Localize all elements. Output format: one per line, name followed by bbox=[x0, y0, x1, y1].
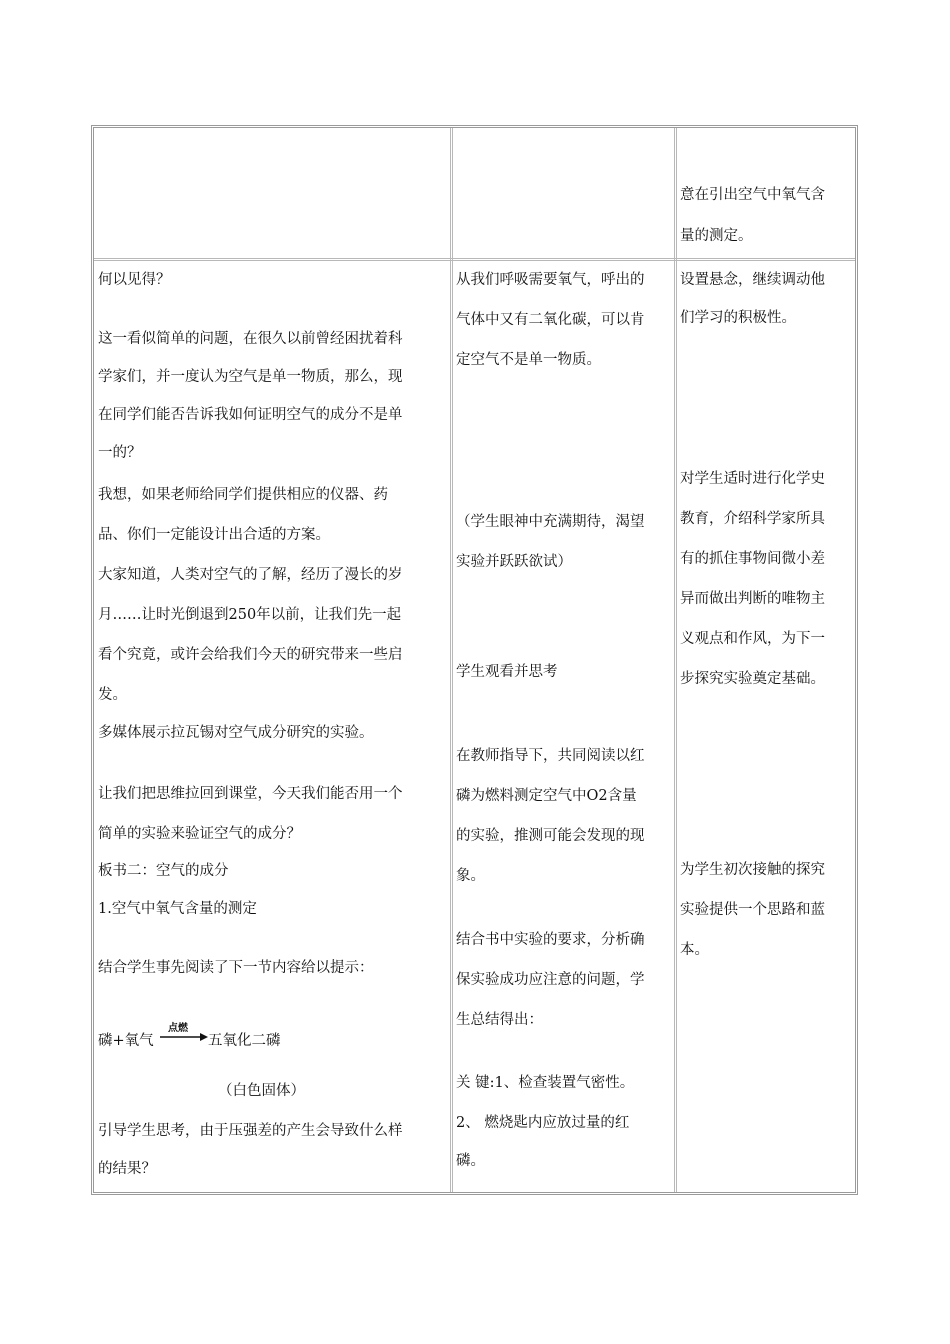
text-line: 看个究竟，或许会给我们今天的研究带来一些启 bbox=[98, 647, 403, 663]
text-line: 设置悬念，继续调动他 bbox=[680, 272, 825, 288]
reaction-equation bbox=[98, 1023, 358, 1053]
text-line: 学家们，并一度认为空气是单一物质，那么，现 bbox=[98, 369, 403, 385]
text-line: 本。 bbox=[680, 942, 709, 958]
text-line: 为学生初次接触的探究 bbox=[680, 862, 825, 878]
text-line: 保实验成功应注意的问题，学 bbox=[456, 972, 645, 988]
text-line: 结合学生事先阅读了下一节内容给以提示： bbox=[98, 960, 374, 976]
text-line: 一的？ bbox=[98, 445, 142, 461]
text-line: 实验提供一个思路和蓝 bbox=[680, 902, 825, 918]
text-line: 简单的实验来验证空气的成分？ bbox=[98, 826, 301, 842]
text-line: 品、你们一定能设计出合适的方案。 bbox=[98, 527, 330, 543]
text-line: 月……让时光倒退到250年以前，让我们先一起 bbox=[98, 607, 402, 623]
text-line: 2、 燃烧匙内应放过量的红 bbox=[456, 1115, 630, 1131]
text-line: 1.空气中氧气含量的测定 bbox=[98, 901, 257, 917]
text-line: 气体中又有二氧化碳，可以肯 bbox=[456, 312, 645, 328]
text-line: 异而做出判断的唯物主 bbox=[680, 591, 825, 607]
text-line: 的结果？ bbox=[98, 1161, 156, 1177]
text-line: 何以见得？ bbox=[98, 272, 171, 288]
equation-product: 五氧化二磷 bbox=[208, 1033, 281, 1049]
text-line: 在同学们能否告诉我如何证明空气的成分不是单 bbox=[98, 407, 403, 423]
text-line: 量的测定。 bbox=[680, 228, 753, 244]
text-line: 多媒体展示拉瓦锡对空气成分研究的实验。 bbox=[98, 725, 374, 741]
equation-reactants: 磷+氧气 bbox=[98, 1033, 154, 1049]
text-line: （学生眼神中充满期待，渴望 bbox=[456, 514, 645, 530]
lesson-table bbox=[91, 125, 858, 1195]
text-line: 教育，介绍科学家所具 bbox=[680, 511, 825, 527]
text-line: 让我们把思维拉回到课堂，今天我们能否用一个 bbox=[98, 786, 403, 802]
text-line: 从我们呼吸需要氧气，呼出的 bbox=[456, 272, 645, 288]
text-line: 定空气不是单一物质。 bbox=[456, 352, 601, 368]
text-line: 对学生适时进行化学史 bbox=[680, 471, 825, 487]
text-line: 关 键:1、检查装置气密性。 bbox=[456, 1075, 635, 1091]
text-line: 生总结得出： bbox=[456, 1012, 543, 1028]
text-line: 结合书中实验的要求，分析确 bbox=[456, 932, 645, 948]
text-line: 我想，如果老师给同学们提供相应的仪器、药 bbox=[98, 487, 388, 503]
reaction-arrow-icon bbox=[160, 1031, 208, 1043]
text-line: 引导学生思考，由于压强差的产生会导致什么样 bbox=[98, 1123, 403, 1139]
text-line: 的实验，推测可能会发现的现 bbox=[456, 828, 645, 844]
equation-condition: 点燃 bbox=[168, 1023, 188, 1034]
text-line: 在教师指导下，共同阅读以红 bbox=[456, 748, 645, 764]
column-divider-2 bbox=[674, 128, 677, 1192]
text-line: 发。 bbox=[98, 687, 127, 703]
text-line: 磷。 bbox=[456, 1153, 485, 1169]
text-line: 象。 bbox=[456, 868, 485, 884]
text-line: 意在引出空气中氧气含 bbox=[680, 187, 825, 203]
text-line: 磷为燃料测定空气中O2含量 bbox=[456, 788, 637, 804]
text-line: 义观点和作风，为下一 bbox=[680, 631, 825, 647]
row-divider bbox=[94, 258, 855, 261]
text-line: 这一看似简单的问题，在很久以前曾经困扰着科 bbox=[98, 331, 403, 347]
text-line: 板书二：空气的成分 bbox=[98, 863, 229, 879]
text-line: 们学习的积极性。 bbox=[680, 310, 796, 326]
text-line: 实验并跃跃欲试） bbox=[456, 554, 572, 570]
text-line: 有的抓住事物间微小差 bbox=[680, 551, 825, 567]
text-line: （白色固体） bbox=[218, 1083, 305, 1099]
column-divider-1 bbox=[450, 128, 453, 1192]
text-line: 步探究实验奠定基础。 bbox=[680, 671, 825, 687]
text-line: 学生观看并思考 bbox=[456, 664, 558, 680]
text-line: 大家知道，人类对空气的了解，经历了漫长的岁 bbox=[98, 567, 403, 583]
